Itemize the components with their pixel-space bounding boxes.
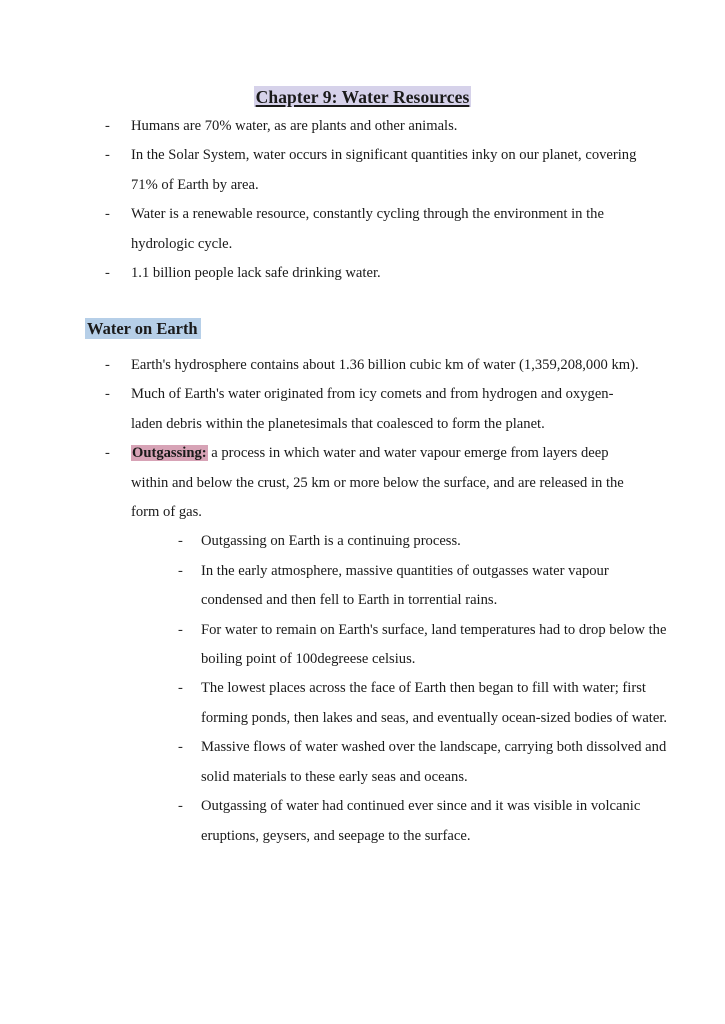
list-item-text: In the early atmosphere, massive quantities of outgasses water vapour condensed and then fell to Earth in torrential rains. [201, 562, 609, 609]
list-item [105, 259, 640, 288]
list-item [105, 380, 640, 439]
list-item-text: For water to remain on Earth's surface, land temperatures had to drop below the boiling point of 100degreese celsius. [201, 621, 667, 668]
list-item [105, 112, 640, 141]
list-item-text: Water is a renewable resource, constantly cycling through the environment in the hydrologic cycle. [131, 206, 604, 252]
intro-bullet-block [105, 112, 640, 288]
bullet-dash-icon: - [105, 357, 110, 373]
list-item [178, 616, 670, 675]
outgassing-sub-bullet-block [178, 527, 670, 850]
bullet-dash-icon: - [178, 533, 183, 550]
bullet-dash-icon: - [105, 206, 110, 223]
bullet-dash-icon: - [105, 386, 110, 403]
bullet-dash-icon: - [178, 562, 183, 579]
list-item-text: Outgassing of water had continued ever since and it was visible in volcanic eruptions, geysers, and seepage to the surface. [201, 798, 641, 844]
section-heading-highlight: Water on Earth [85, 318, 201, 339]
outgassing-sub-bullet-list [178, 527, 670, 850]
list-item-text: The lowest places across the face of Earth then began to fill with water; first forming ponds, then lakes and seas, and eventually ocean-sized bodies of water. [201, 680, 668, 726]
list-item [178, 792, 670, 851]
bullet-dash-icon: - [105, 147, 110, 164]
water-on-earth-bullet-block [105, 351, 668, 851]
outgassing-definition-text: a process in which water and water vapour emerge from layers deep within and below the crust, 25 km or more below the surface, and are released in the form of gas. [131, 445, 624, 521]
list-item [178, 557, 670, 616]
list-item-text: 1.1 billion people lack safe drinking water. [131, 265, 381, 282]
list-item-text: Much of Earth's water originated from icy comets and from hydrogen and oxygen-laden debris within the planetesimals that coalesced to form the planet. [131, 386, 614, 432]
list-item [178, 733, 670, 792]
list-item [105, 200, 640, 259]
list-item [178, 674, 670, 733]
page-title [0, 0, 725, 110]
intro-bullet-list [105, 112, 640, 288]
list-item-text: Massive flows of water washed over the landscape, carrying both dissolved and solid materials to these early seas and oceans. [201, 739, 667, 785]
list-item-text: In the Solar System, water occurs in significant quantities inky on our planet, covering 71% of Earth by area. [131, 147, 637, 193]
list-item-text: Outgassing on Earth is a continuing process. [201, 533, 461, 550]
bullet-dash-icon: - [178, 680, 183, 697]
bullet-dash-icon: - [105, 118, 110, 134]
list-item [105, 351, 640, 380]
bullet-dash-icon: - [105, 445, 110, 462]
bullet-dash-icon: - [178, 739, 183, 756]
list-item-text: Humans are 70% water, as are plants and other animals. [131, 118, 458, 134]
list-item-outgassing [105, 439, 668, 851]
section-heading-water-on-earth [85, 318, 201, 339]
bullet-dash-icon: - [178, 621, 183, 638]
bullet-dash-icon: - [178, 798, 183, 815]
list-item [178, 527, 670, 556]
list-item [105, 141, 640, 200]
page-title-highlight: Chapter 9: Water Resources [255, 87, 470, 107]
outgassing-term-highlight: Outgassing: [132, 445, 207, 462]
list-item-text: Earth's hydrosphere contains about 1.36 billion cubic km of water (1,359,208,000 km). [131, 357, 639, 373]
water-on-earth-bullet-list [105, 351, 668, 851]
bullet-dash-icon: - [105, 265, 110, 282]
